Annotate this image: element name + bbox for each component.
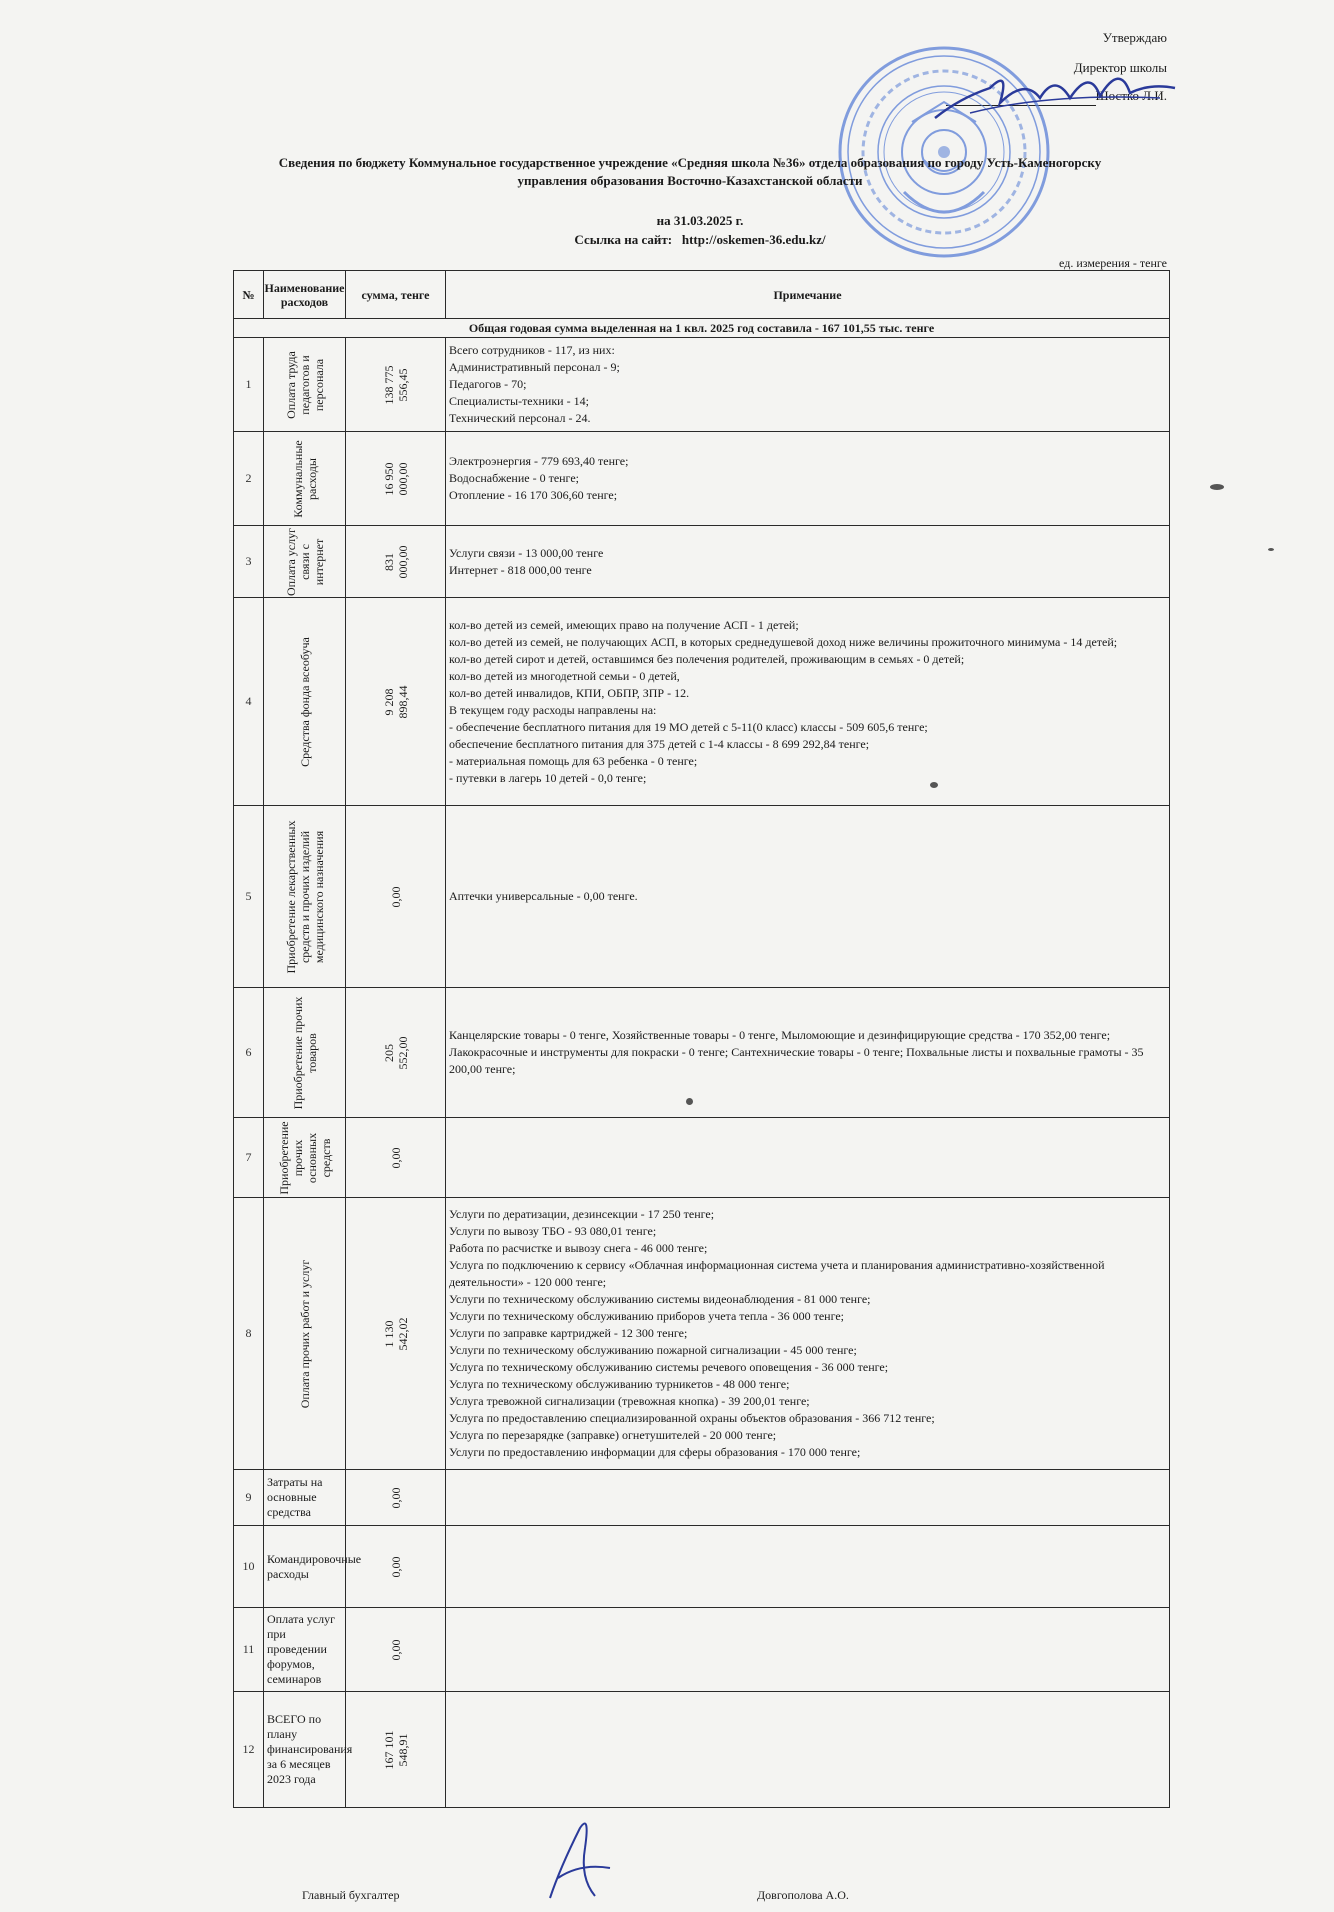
row-sum-text: 0,00 xyxy=(388,1147,403,1168)
row-num: 6 xyxy=(234,988,264,1118)
row-num: 3 xyxy=(234,526,264,598)
budget-table xyxy=(233,270,1170,1808)
row-sum xyxy=(346,526,446,598)
row-sum-text: 138 775 556,45 xyxy=(381,365,410,404)
row-sum xyxy=(346,1692,446,1808)
row-note xyxy=(446,1692,1170,1808)
row-note xyxy=(446,338,1170,432)
row-sum-text: 831 000,00 xyxy=(381,545,410,578)
director-name: Шостко Л.И. xyxy=(1095,88,1167,103)
row-name: Оплата услуг при проведении форумов, семинаров xyxy=(264,1608,346,1692)
row-note xyxy=(446,806,1170,988)
director-label: Директор школы xyxy=(1073,60,1167,75)
header-note: Примечание xyxy=(446,271,1170,319)
row-name: Затраты на основные средства xyxy=(264,1470,346,1526)
table-row xyxy=(234,988,1170,1118)
row-sum xyxy=(346,806,446,988)
row-sum xyxy=(346,1526,446,1608)
scan-speck xyxy=(686,1098,693,1105)
row-note xyxy=(446,988,1170,1118)
row-sum xyxy=(346,598,446,806)
chief-accountant-label: Главный бухгалтер xyxy=(302,1888,400,1902)
row-sum-text: 205 552,00 xyxy=(381,1036,410,1069)
title-line-2: управления образования Восточно-Казахстанской области xyxy=(517,173,863,188)
row-note xyxy=(446,1118,1170,1198)
table-row xyxy=(234,1608,1170,1692)
row-name-text: Приобретение прочих товаров xyxy=(290,996,319,1109)
row-note-text: Аптечки универсальные - 0,00 тенге. xyxy=(449,889,638,903)
row-sum-text: 0,00 xyxy=(388,886,403,907)
table-header-row xyxy=(234,271,1170,319)
report-date: на 31.03.2025 г. xyxy=(656,213,744,228)
table-row xyxy=(234,526,1170,598)
row-name-text: Приобретение прочих основных средств xyxy=(276,1120,333,1195)
row-sum-text: 0,00 xyxy=(388,1556,403,1577)
approve-label: Утверждаю xyxy=(1102,30,1167,45)
row-num: 12 xyxy=(234,1692,264,1808)
scan-speck xyxy=(930,782,938,788)
table-row xyxy=(234,1198,1170,1470)
row-note-text: Услуги связи - 13 000,00 тенге Интернет - 818 000,00 тенге xyxy=(449,545,604,577)
row-name xyxy=(264,1198,346,1470)
row-name xyxy=(264,526,346,598)
row-note xyxy=(446,1198,1170,1470)
general-row xyxy=(234,319,1170,338)
row-name xyxy=(264,598,346,806)
row-num: 9 xyxy=(234,1470,264,1526)
row-note-text: Всего сотрудников - 117, из них: Административный персонал - 9; Педагогов - 70; Специалисты-техники - 14; Технический персонал - 24. xyxy=(449,343,620,425)
chief-accountant-name: Довгополова А.О. xyxy=(757,1888,849,1902)
general-total: Общая годовая сумма выделенная на 1 квл. 2025 год составила - 167 101,55 тыс. тенге xyxy=(234,319,1170,338)
table-row xyxy=(234,806,1170,988)
row-sum-text: 0,00 xyxy=(388,1639,403,1660)
row-sum xyxy=(346,338,446,432)
table-row xyxy=(234,598,1170,806)
row-note-text: Канцелярские товары - 0 тенге, Хозяйственные товары - 0 тенге, Мыломоющие и дезинфицирующие средства - 170 352,00 тенге; Лакокрасочные и инструменты для покраски - 0 тенге; Сантехнические товары - 0 тенге; Похвальные листы и похвальные грамоты - 35 200,00 тенге; xyxy=(449,1028,1144,1076)
row-num: 11 xyxy=(234,1608,264,1692)
table-row xyxy=(234,1692,1170,1808)
row-sum-text: 167 101 548,91 xyxy=(381,1730,410,1769)
row-note-text: Услуги по дератизации, дезинсекции - 17 250 тенге; Услуги по вывозу ТБО - 93 080,01 тенге; Работа по расчистке и вывозу снега - 46 000 тенге; Услуга по подключению к сервису «Облачная информационная система учета и планирования административно-хозяйственной деятельности» - 120 000 тенге; Услуги по техническому обслуживанию системы видеонаблюдения - 81 000 тенге; Услуги по техническому обслуживанию приборов учета тепла - 36 000 тенге; Услуги по заправке картриджей - 12 300 тенге; Услуги по техническому обслуживанию пожарной сигнализации - 45 000 тенге; Услуга по техническому обслуживанию системы речевого оповещения - 36 000 тенге; Услуга по техническому обслуживанию турникетов - 48 000 тенге; Услуга тревожной сигнализации (тревожная кнопка) - 39 200,01 тенге; Услуга по предоставлению специализированной охраны объектов образования - 366 712 тенге; Услуга по перезарядке (заправке) огнетушителей - 20 000 тенге; Услуги по предоставлению информации для сферы образования - 170 000 тенге; xyxy=(449,1207,1105,1459)
row-sum-text: 0,00 xyxy=(388,1487,403,1508)
header-num: № xyxy=(234,271,264,319)
row-num: 8 xyxy=(234,1198,264,1470)
table-row xyxy=(234,338,1170,432)
director-signature xyxy=(930,58,1180,138)
scan-speck xyxy=(1268,548,1274,551)
row-name-text: Коммунальные расходы xyxy=(290,439,319,518)
row-num: 5 xyxy=(234,806,264,988)
table-row xyxy=(234,1526,1170,1608)
row-note xyxy=(446,1526,1170,1608)
row-sum xyxy=(346,432,446,526)
row-name-text: Приобретение лекарственных средств и прочих изделий медицинского назначения xyxy=(283,820,326,973)
row-num: 2 xyxy=(234,432,264,526)
site-label: Ссылка на сайт: xyxy=(574,232,673,247)
document-title xyxy=(200,154,1180,190)
row-name xyxy=(264,806,346,988)
row-sum-text: 1 130 542,02 xyxy=(381,1317,410,1350)
accountant-signature xyxy=(540,1808,620,1904)
row-sum xyxy=(346,1608,446,1692)
title-line-1: Сведения по бюджету Коммунальное государственное учреждение «Средняя школа №36» отдела образования по городу Усть-Каменогорску xyxy=(278,155,1102,170)
header-sum: сумма, тенге xyxy=(346,271,446,319)
row-sum-text: 9 208 898,44 xyxy=(381,685,410,718)
row-name: ВСЕГО по плану финансирования за 6 месяцев 2023 года xyxy=(264,1692,346,1808)
row-note-text: Электроэнергия - 779 693,40 тенге; Водоснабжение - 0 тенге; Отопление - 16 170 306,60 тенге; xyxy=(449,454,629,502)
row-sum xyxy=(346,1198,446,1470)
row-name-text: Оплата прочих работ и услуг xyxy=(297,1259,312,1408)
row-sum xyxy=(346,988,446,1118)
row-name xyxy=(264,338,346,432)
site-line xyxy=(0,231,1334,249)
row-sum xyxy=(346,1470,446,1526)
row-note xyxy=(446,598,1170,806)
row-num: 7 xyxy=(234,1118,264,1198)
row-name-text: Средства фонда всеобуча xyxy=(297,636,312,767)
row-num: 4 xyxy=(234,598,264,806)
row-name xyxy=(264,432,346,526)
row-sum-text: 16 950 000,00 xyxy=(381,462,410,495)
row-name xyxy=(264,988,346,1118)
table-row xyxy=(234,1118,1170,1198)
row-name-text: Оплата услуг связи с интернет xyxy=(283,527,326,596)
row-note-text: кол-во детей из семей, имеющих право на получение АСП - 1 детей; кол-во детей из семей, не получающих АСП, в которых среднедушевой доход ниже величины прожиточного минимума - 14 детей; кол-во детей сирот и детей, оставшимся без полечения родителей, проживающим в семьях - 0 детей; кол-во детей из многодетной семьи - 0 детей, кол-во детей инвалидов, КПИ, ОБПР, ЗПР - 12. В текущем году расходы направлены на: - обеспечение бесплатного питания для 19 МО детей с 5-11(0 класс) классы - 509 605,6 тенге; обеспечение бесплатного питания для 375 детей с 1-4 классы - 8 699 292,84 тенге; - материальная помощь для 63 ребенка - 0 тенге; - путевки в лагерь 10 детей - 0,0 тенге; xyxy=(449,617,1118,785)
row-note xyxy=(446,1470,1170,1526)
row-num: 10 xyxy=(234,1526,264,1608)
table-row xyxy=(234,432,1170,526)
table-row xyxy=(234,1470,1170,1526)
row-name-text: Оплата труда педагогов и персонала xyxy=(283,350,326,419)
row-note xyxy=(446,526,1170,598)
scan-speck xyxy=(1210,484,1224,490)
site-link[interactable]: http://oskemen-36.edu.kz/ xyxy=(681,232,826,247)
row-num: 1 xyxy=(234,338,264,432)
row-note xyxy=(446,1608,1170,1692)
row-name xyxy=(264,1118,346,1198)
row-name: Командировочные расходы xyxy=(264,1526,346,1608)
row-note xyxy=(446,432,1170,526)
units-label: ед. измерения - тенге xyxy=(1059,256,1167,270)
row-sum xyxy=(346,1118,446,1198)
header-name: Наименование расходов xyxy=(264,271,346,319)
